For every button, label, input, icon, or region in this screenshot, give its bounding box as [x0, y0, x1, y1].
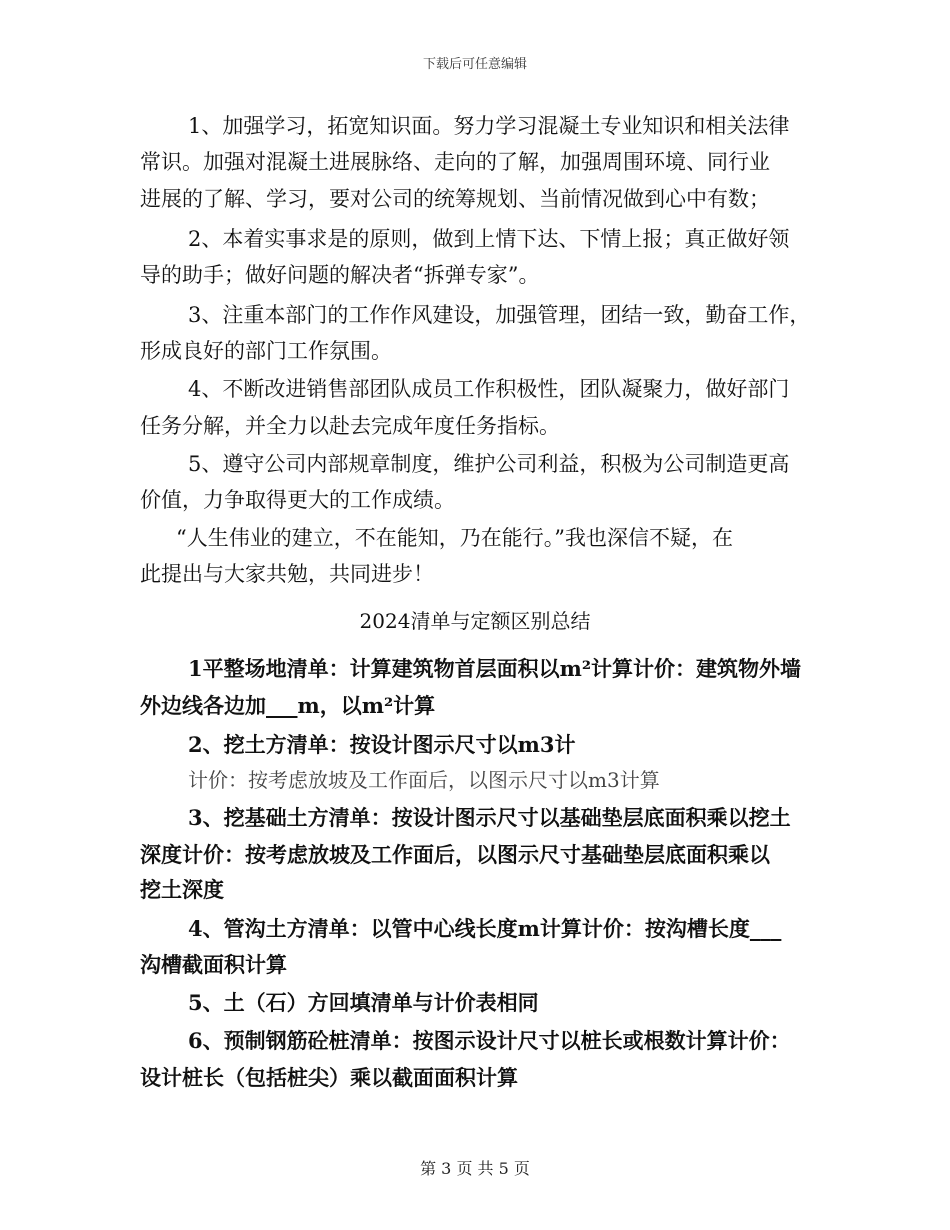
paragraph-line: 5、土（石）方回填清单与计价表相同 [188, 990, 539, 1015]
paragraph-line: 进展的了解、学习，要对公司的统筹规划、当前情况做到心中有数； [140, 187, 770, 211]
paragraph-line: “人生伟业的建立，不在能知，乃在能行。”我也深信不疑，在 [176, 526, 733, 550]
paragraph-line: 1平整场地清单：计算建筑物首层面积以m²计算计价：建筑物外墙 [188, 656, 802, 681]
paragraph-line: 深度计价：按考虑放坡及工作面后，以图示尺寸基础垫层底面积乘以 [140, 842, 770, 867]
paragraph-line: 2、挖土方清单：按设计图示尺寸以m3计 [188, 732, 576, 757]
paragraph-line: 外边线各边加___m，以m²计算 [140, 693, 436, 718]
paragraph-line: 挖土深度 [140, 877, 224, 902]
paragraph-line: 计价：按考虑放坡及工作面后，以图示尺寸以m3计算 [188, 768, 660, 792]
paragraph-line: 形成良好的部门工作氛围。 [140, 339, 392, 363]
paragraph-line: 6、预制钢筋砼桩清单：按图示设计尺寸以桩长或根数计算计价： [188, 1028, 791, 1053]
paragraph-line: 设计桩长（包括桩尖）乘以截面面积计算 [140, 1065, 518, 1090]
paragraph-line: 5、遵守公司内部规章制度，维护公司利益，积极为公司制造更高 [188, 452, 790, 476]
paragraph-line: 常识。加强对混凝土进展脉络、走向的了解，加强周围环境、同行业 [140, 150, 770, 174]
paragraph-line: 1、加强学习，拓宽知识面。努力学习混凝土专业知识和相关法律 [188, 114, 790, 138]
paragraph-line: 4、不断改进销售部团队成员工作积极性，团队凝聚力，做好部门 [188, 377, 790, 401]
page-footer: 第 3 页 共 5 页 [420, 1159, 530, 1178]
paragraph-line: 价值，力争取得更大的工作成绩。 [140, 488, 455, 512]
paragraph-line: 沟槽截面积计算 [140, 952, 287, 977]
paragraph-line: 任务分解，并全力以赴去完成年度任务指标。 [140, 414, 560, 438]
paragraph-line: 导的助手；做好问题的解决者“拆弹专家”。 [140, 263, 540, 287]
paragraph-line: 3、注重本部门的工作作风建设，加强管理，团结一致，勤奋工作， [188, 303, 811, 327]
page-header: 下载后可任意编辑 [422, 57, 527, 72]
paragraph-line: 4、管沟土方清单：以管中心线长度m计算计价：按沟槽长度___ [188, 916, 782, 941]
section-title: 2024清单与定额区别总结 [359, 609, 591, 633]
paragraph-line: 2、本着实事求是的原则，做到上情下达、下情上报；真正做好领 [188, 227, 790, 251]
paragraph-line: 此提出与大家共勉，共同进步！ [140, 562, 434, 586]
paragraph-line: 3、挖基础土方清单：按设计图示尺寸以基础垫层底面积乘以挖土 [188, 805, 791, 830]
